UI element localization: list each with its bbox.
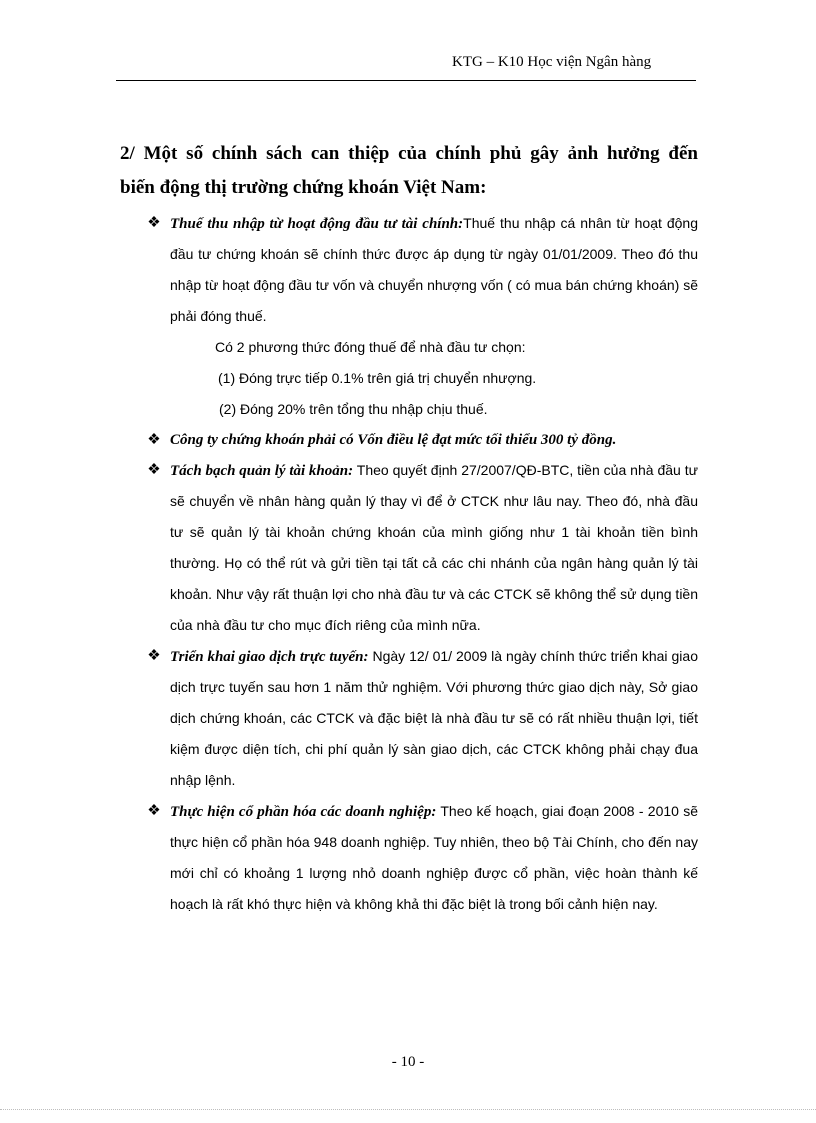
policy-item-income-tax [120, 208, 698, 332]
policy-item-online-trading [120, 641, 698, 796]
policy-item-account-separation [120, 455, 698, 641]
policy-item-charter-capital [120, 425, 698, 455]
section-heading-line-2: biến động thị trường chứng khoán Việt Nam: [120, 177, 487, 198]
section-heading [120, 137, 698, 205]
diamond-bullet-icon: ❖ [147, 803, 161, 819]
tax-method-2: (2) Đóng 20% trên tổng thu nhập chịu thuế. [219, 401, 488, 417]
diamond-bullet-icon: ❖ [147, 462, 161, 478]
page-bottom-border [0, 1109, 816, 1110]
policy-item-equitization [120, 796, 698, 920]
policy-item-lead: Thực hiện cổ phần hóa các doanh nghiệp: [170, 804, 437, 820]
header-rule [116, 80, 696, 81]
policy-item-body: Theo quyết định 27/2007/QĐ-BTC, tiền của nhà đầu tư sẽ chuyển về nhân hàng quản lý thay vì để ở CTCK như lâu nay. Theo đó, nhà đầu tư sẽ quản lý tài khoản chứng khoán của mình giống như 1 tài khoản tiền bình thường. Họ có thể rút và gửi tiền tại tất cả các chi nhánh của ngân hàng quản lý tài khoản. Như vậy rất thuận lợi cho nhà đầu tư và các CTCK sẽ không thể sử dụng tiền của nhà đầu tư cho mục đích riêng của mình nữa. [170, 462, 698, 633]
policy-item-body: Ngày 12/ 01/ 2009 là ngày chính thức triển khai giao dịch trực tuyến sau hơn 1 năm thử nghiệm. Với phương thức giao dịch này, Sở giao dịch chứng khoán, các CTCK và đặc biệt là nhà đầu tư sẽ có rất nhiều thuận lợi, tiết kiệm được diện tích, chi phí quản lý sàn giao dịch, các CTCK không phải chạy đua nhập lệnh. [170, 648, 698, 788]
policy-item-lead: Triển khai giao dịch trực tuyến: [170, 649, 369, 665]
page-number: - 10 - [391, 1054, 425, 1070]
diamond-bullet-icon: ❖ [147, 432, 161, 448]
section-heading-line-1: 2/ Một số chính sách can thiệp của chính phủ gây ảnh hưởng đến [120, 143, 698, 164]
diamond-bullet-icon: ❖ [147, 648, 161, 664]
policy-item-lead: Thuế thu nhập từ hoạt động đầu tư tài chính: [170, 216, 464, 232]
diamond-bullet-icon: ❖ [147, 215, 161, 231]
policy-item-lead: Tách bạch quản lý tài khoản: [170, 463, 354, 479]
policy-item-lead: Công ty chứng khoán phải có Vốn điều lệ đạt mức tối thiểu 300 tỷ đồng. [170, 432, 617, 448]
policy-item-body: Thuế thu nhập cá nhân từ hoạt động đầu tư chứng khoán sẽ chính thức được áp dụng từ ngày 01/01/2009. Theo đó thu nhập từ hoạt động đầu tư vốn và chuyển nhượng vốn ( có mua bán chứng khoán) sẽ phải đóng thuế. [170, 215, 698, 324]
running-header: KTG – K10 Học viện Ngân hàng [452, 54, 652, 70]
policy-item-body: Theo kế hoạch, giai đoạn 2008 - 2010 sẽ thực hiện cổ phần hóa 948 doanh nghiệp. Tuy nhiên, theo bộ Tài Chính, cho đến nay mới chỉ có khoảng 1 lượng nhỏ doanh nghiệp được cổ phần, việc hoàn thành kế hoạch là rất khó thực hiện và không khả thi đặc biệt là trong bối cảnh hiện nay. [170, 803, 698, 912]
tax-method-1: (1) Đóng trực tiếp 0.1% trên giá trị chuyển nhượng. [218, 370, 537, 386]
tax-methods-intro: Có 2 phương thức đóng thuế để nhà đầu tư chọn: [215, 339, 526, 355]
policy-list [120, 208, 698, 920]
